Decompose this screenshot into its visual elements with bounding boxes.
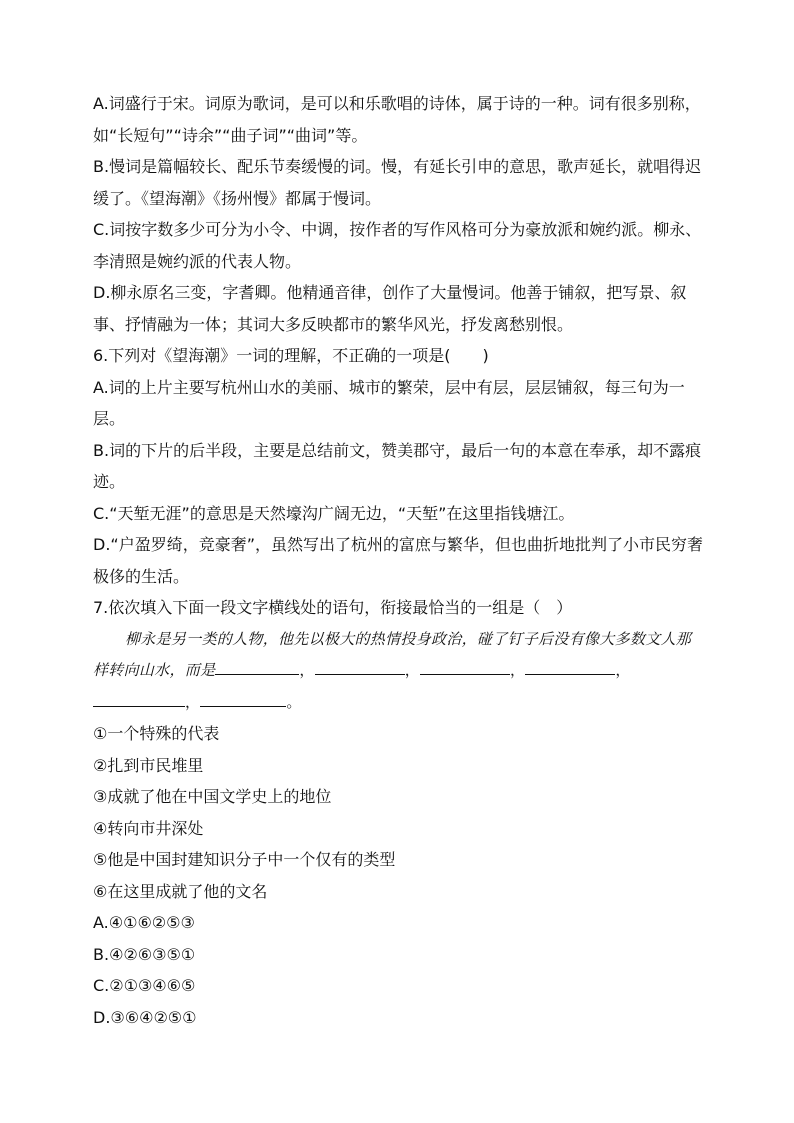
comma: ， [185,692,201,711]
q7-stem: 7.依次填入下面一段文字横线处的语句，衔接最恰当的一组是（ ） [93,598,573,617]
q7-item-4: ④转向市井深处 [93,818,204,838]
comma: ， [404,661,421,679]
q7-item-3: ③成就了他在中国文学史上的地位 [93,787,332,806]
document-page [93,88,703,1033]
fill-blank-5 [93,688,185,707]
q7-item-6: ⑥在这里成就了他的文名 [93,881,268,901]
fill-blank-1 [215,656,299,675]
comma: ， [510,661,526,679]
fill-blank-3 [420,656,510,675]
q5-option-c: C.词按字数多少可分为小令、中调，按作者的写作风格可分为豪放派和婉约派。柳永、李清照是婉约派的代表人物。 [93,220,702,271]
fill-blank-4 [525,656,615,675]
q7-item-2: ②扎到市民堆里 [93,755,204,775]
q6-option-d: D.“户盈罗绮，竞豪奢”，虽然写出了杭州的富庶与繁华，但也曲折地批判了小市民穷奢极侈的生活。 [93,535,703,586]
q7-passage [93,624,703,719]
q5-option-a: A.词盛行于宋。词原为歌词，是可以和乐歌唱的诗体，属于诗的一种。词有很多别称，如“长短句”“诗余”“曲子词”“曲词”等。 [93,94,701,145]
q6-option-b: B.词的下片的后半段，主要是总结前文，赞美郡守，最后一句的本意在奉承，却不露痕迹。 [93,440,702,491]
q5-option-b: B.慢词是篇幅较长、配乐节奏缓慢的词。慢，有延长引申的意思，歌声延长，就唱得迟缓了。《望海潮》《扬州慢》都属于慢词。 [93,157,702,208]
fill-blank-6 [200,688,286,707]
q7-item-5: ⑤他是中国封建知识分子中一个仅有的类型 [93,850,396,869]
q5-option-d: D.柳永原名三变，字耆卿。他精通音律，创作了大量慢词。他善于铺叙，把写景、叙事、抒情融为一体；其词大多反映都市的繁华风光，抒发离愁别恨。 [93,283,687,334]
period: 。 [286,692,302,711]
q7-passage-text: 柳永是另一类的人物，他先以极大的热情投身政治，碰了钉子后没有像大多数文人那样转向山水，而是 [93,629,692,679]
q7-option-c: C.②①③④⑥⑤ [93,976,196,995]
fill-blank-2 [315,656,405,675]
q6-option-c: C.“天堑无涯”的意思是天然壕沟广阔无边，“天堑”在这里指钱塘江。 [93,503,575,523]
q7-item-1: ①一个特殊的代表 [93,724,220,743]
q6-option-a: A.词的上片主要写杭州山水的美丽、城市的繁荣，层中有层，层层铺叙，每三句为一层。 [93,377,685,428]
q7-option-d: D.③⑥④②⑤① [93,1007,197,1027]
comma: ， [615,661,631,679]
q6-stem: 6.下列对《望海潮》一词的理解，不正确的一项是( ) [93,346,489,365]
comma: ， [299,661,315,679]
q7-option-a: A.④①⑥②⑤③ [93,913,195,932]
q7-option-b: B.④②⑥③⑤① [93,944,196,964]
